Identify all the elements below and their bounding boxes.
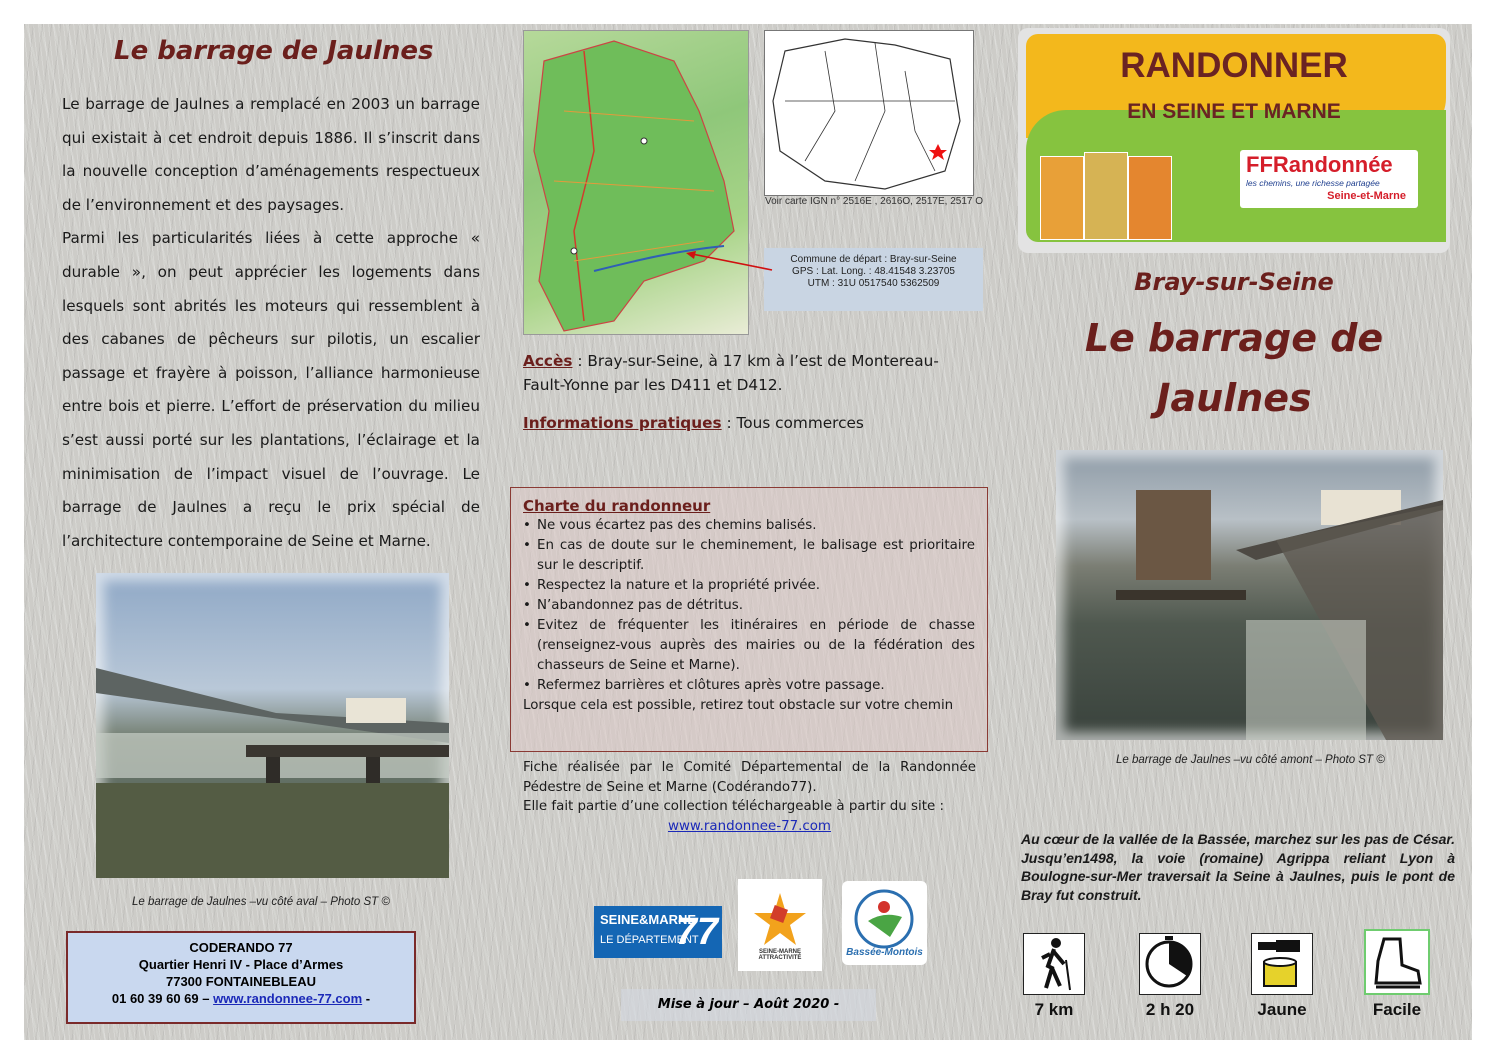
hiker-icon bbox=[1024, 934, 1083, 993]
upstream-photo bbox=[1056, 450, 1443, 740]
banner-title: RANDONNER bbox=[1120, 46, 1348, 85]
attractivite-logo bbox=[738, 879, 822, 971]
charter-item: • Ne vous écartez pas des chemins balisés. bbox=[523, 516, 975, 536]
start-utm: UTM : 31U 0517540 5362509 bbox=[807, 278, 940, 289]
main-title-line-1: Le barrage de bbox=[1084, 316, 1384, 360]
seine-et-marne-logo bbox=[594, 906, 722, 958]
upstream-caption: Le barrage de Jaulnes –vu côté amont – Photo ST © bbox=[1116, 754, 1385, 766]
credits-line-1: Fiche réalisée par le Comité Départemental de la Randonnée Pédestre de Seine et Marne (Codérando77). bbox=[523, 760, 976, 795]
bassee-montois-logo bbox=[842, 881, 927, 965]
ffr-region: Seine-et-Marne bbox=[1327, 190, 1406, 202]
sm-logo-bottom: LE DÉPARTEMENT bbox=[600, 934, 699, 946]
duration-stat bbox=[1139, 933, 1201, 995]
town-subtitle: Bray-sur-Seine bbox=[1134, 268, 1334, 296]
access-info bbox=[523, 349, 968, 435]
access-line bbox=[523, 349, 968, 397]
ffrandonnee-logo bbox=[1240, 150, 1418, 208]
map-pointer-arrow bbox=[684, 250, 774, 280]
guide-book-1 bbox=[1040, 156, 1084, 240]
downstream-caption: Le barrage de Jaulnes –vu côté aval – Photo ST © bbox=[132, 896, 390, 908]
contact-line bbox=[68, 990, 414, 1007]
locator-map-drawing bbox=[765, 31, 973, 195]
charter-title: Charte du randonneur bbox=[523, 497, 711, 515]
dam-upstream-illustration bbox=[1056, 450, 1443, 740]
paint-marking-icon bbox=[1252, 934, 1311, 993]
main-title bbox=[1024, 308, 1444, 428]
ign-map-reference: Voir carte IGN n° 2516E , 2616O, 2517E, 2517 O bbox=[764, 196, 984, 207]
charter-item: • N’abandonnez pas de détritus. bbox=[523, 596, 975, 616]
left-paragraph-2: Parmi les particularités liées à cette approche « durable », on peut apprécier les logements dans lesquels sont abrités les moteurs qui ressemblent à des cabanes de pêcheurs sur pilotis, un escalier passage et frayère à poisson, l’alliance harmonieuse entre bois et pierre. L’effort de préservation du milieu s’est aussi porté sur les plantations, l’éclairage et la minimisation de l’impact visuel de l’ouvrage. Le barrage de Jaulnes a reçu le prix spécial de l’architecture contemporaine de Seine et Marne. bbox=[62, 229, 480, 550]
banner-subtitle: EN SEINE ET MARNE bbox=[1127, 100, 1341, 123]
ffr-title: FFRandonnée bbox=[1246, 152, 1393, 177]
practical-info-label: Informations pratiques bbox=[523, 414, 722, 432]
marking-stat bbox=[1251, 933, 1313, 995]
contact-website-link[interactable]: www.randonnee-77.com bbox=[213, 991, 363, 1006]
contact-box bbox=[66, 931, 416, 1024]
credits-line-2: Elle fait partie d’une collection téléchargeable à partir du site : bbox=[523, 799, 944, 814]
guide-book-3 bbox=[1128, 156, 1172, 240]
contact-name: CODERANDO 77 bbox=[189, 940, 293, 955]
start-gps: GPS : Lat. Long. : 48.41548 3.23705 bbox=[792, 266, 955, 277]
left-text bbox=[62, 88, 480, 558]
randonner-banner bbox=[1018, 28, 1450, 253]
download-site-link[interactable]: www.randonnee-77.com bbox=[668, 818, 831, 834]
hiker-charter-box bbox=[510, 487, 988, 752]
practical-info-line bbox=[523, 411, 968, 435]
charter-list bbox=[523, 516, 975, 696]
regional-map bbox=[523, 30, 749, 335]
sm-logo-number: 77 bbox=[675, 911, 718, 953]
distance-stat bbox=[1023, 933, 1085, 995]
start-commune: Commune de départ : Bray-sur-Seine bbox=[790, 254, 957, 265]
duration-value: 2 h 20 bbox=[1145, 1000, 1195, 1019]
left-title: Le barrage de Jaulnes bbox=[114, 36, 434, 66]
main-title-line-2: Jaulnes bbox=[1156, 376, 1312, 420]
attractivite-text: SEINE-MARNE ATTRACTIVITÉ bbox=[758, 949, 802, 961]
difficulty-value: Facile bbox=[1372, 1000, 1422, 1019]
intro-text: Au cœur de la vallée de la Bassée, marchez sur les pas de César. Jusqu’en1498, la voie (romaine) Agrippa reliant Lyon à Boulogne-sur-Mer traversait la Seine à Jaulnes, puis le pont de Bray fut construit. bbox=[1021, 831, 1455, 903]
contact-address-2: 77300 FONTAINEBLEAU bbox=[165, 974, 316, 989]
boot-icon bbox=[1366, 931, 1428, 993]
sm-logo-top: SEINE&MARNE bbox=[600, 912, 697, 927]
marking-value: Jaune bbox=[1257, 1000, 1307, 1019]
difficulty-stat bbox=[1364, 929, 1430, 995]
contact-dash: - bbox=[365, 991, 371, 1006]
update-date: Mise à jour – Août 2020 - bbox=[621, 989, 876, 1021]
dam-downstream-illustration bbox=[96, 573, 449, 878]
ffr-tagline: les chemins, une richesse partagée bbox=[1246, 178, 1380, 188]
start-point-box bbox=[764, 248, 983, 311]
charter-item: • Refermez barrières et clôtures après votre passage. bbox=[523, 676, 975, 696]
charter-item: • En cas de doute sur le cheminement, le balisage est prioritaire sur le descriptif. bbox=[523, 536, 975, 576]
downstream-photo bbox=[96, 573, 449, 878]
distance-value: 7 km bbox=[1034, 1000, 1074, 1019]
regional-map-drawing bbox=[524, 31, 748, 334]
france-locator-map bbox=[764, 30, 974, 196]
bassee-text: Bassée-Montois bbox=[846, 947, 923, 958]
charter-footer: Lorsque cela est possible, retirez tout obstacle sur votre chemin bbox=[523, 698, 954, 713]
contact-address-1: Quartier Henri IV - Place d’Armes bbox=[138, 957, 344, 972]
access-label: Accès bbox=[523, 352, 573, 370]
clock-icon bbox=[1140, 934, 1199, 993]
access-text: : Bray-sur-Seine, à 17 km à l’est de Montereau-Fault-Yonne par les D411 et D412. bbox=[523, 352, 939, 394]
charter-item: • Evitez de fréquenter les itinéraires en période de chasse (renseignez-vous auprès des mairies ou de la fédération des chasseurs de Seine et Marne). bbox=[523, 616, 975, 676]
charter-item: • Respectez la nature et la propriété privée. bbox=[523, 576, 975, 596]
practical-info-text: : Tous commerces bbox=[721, 414, 864, 432]
contact-phone: 01 60 39 60 69 – bbox=[111, 991, 210, 1006]
credits-text bbox=[523, 758, 976, 836]
brochure-page bbox=[24, 24, 1472, 1040]
guide-book-2 bbox=[1084, 152, 1128, 240]
left-paragraph-1: Le barrage de Jaulnes a remplacé en 2003 un barrage qui existait à cet endroit depuis 1886. Il s’inscrit dans la nouvelle conception d’aménagements respectueux de l’environnement et des paysages. bbox=[62, 95, 480, 214]
